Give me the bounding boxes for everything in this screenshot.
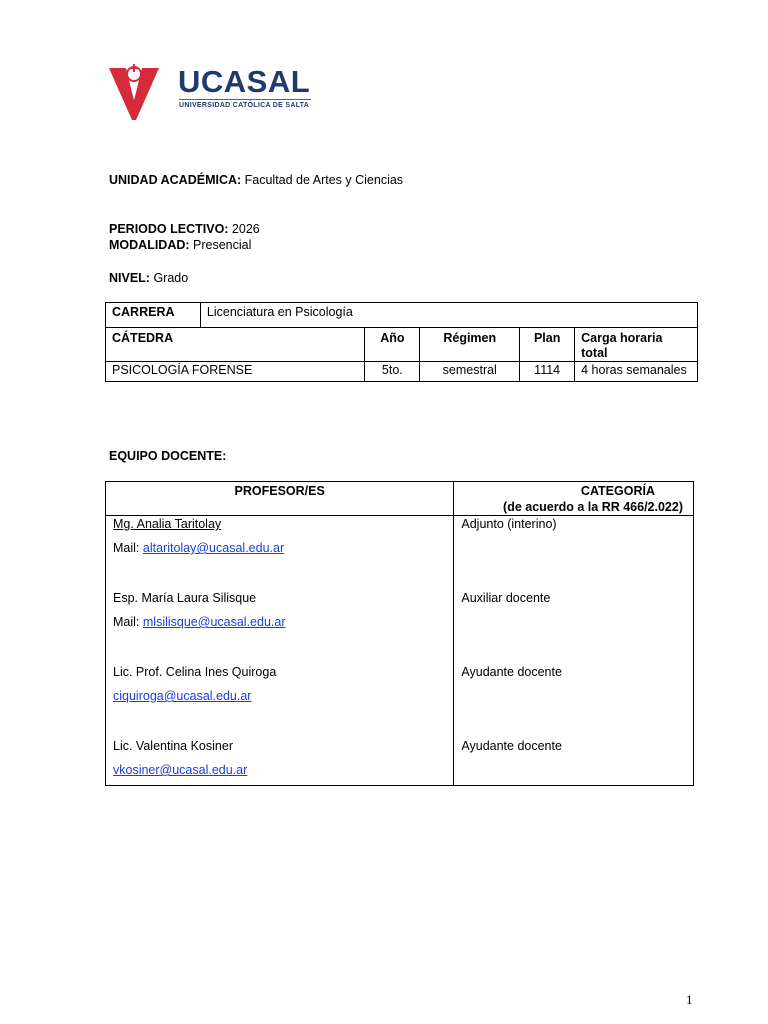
profesores-cell — [106, 516, 454, 786]
brand-name: UCASAL — [178, 64, 311, 99]
course-data-row — [106, 362, 698, 382]
team-header-row — [106, 482, 694, 516]
profesores-header: PROFESOR/ES — [106, 482, 454, 516]
nivel-label: NIVEL: — [109, 271, 150, 285]
member-email-link[interactable]: altaritolay@ucasal.edu.ar — [142, 541, 285, 555]
modalidad-label: MODALIDAD: — [109, 238, 190, 252]
course-table — [105, 302, 698, 382]
member-category: Ayudante docente — [461, 665, 562, 679]
member-name: Lic. Prof. Celina Ines Quiroga — [113, 665, 277, 679]
member-entry — [113, 738, 447, 778]
categoria-header-title: CATEGORÍA — [580, 484, 655, 498]
catedra-header: CÁTEDRA — [106, 328, 365, 362]
unidad-label: UNIDAD ACADÉMICA: — [109, 173, 242, 187]
member-entry — [113, 664, 447, 704]
member-entry — [113, 590, 447, 630]
carrera-value: Licenciatura en Psicología — [200, 303, 697, 328]
regimen-header: Régimen — [420, 328, 520, 362]
periodo-value: 2026 — [228, 222, 260, 236]
periodo-line — [109, 221, 260, 237]
member-category: Auxiliar docente — [461, 591, 551, 605]
mail-prefix: Mail: — [113, 615, 143, 629]
anio-header: Año — [365, 328, 420, 362]
mail-prefix: Mail: — [113, 541, 143, 555]
categoria-header-note: (de acuerdo a la RR 466/2.022) — [503, 500, 683, 514]
member-email-link[interactable]: ciquiroga@ucasal.edu.ar — [113, 689, 252, 703]
member-mail — [113, 540, 447, 556]
course-header-row — [106, 328, 698, 362]
team-body-row — [106, 516, 694, 786]
carga-header: Carga horaria total — [575, 328, 698, 362]
member-name: Mg. Analia Taritolay — [113, 517, 222, 531]
periodo-label: PERIODO LECTIVO: — [109, 222, 229, 236]
member-name: Lic. Valentina Kosiner — [113, 739, 233, 753]
plan-header: Plan — [520, 328, 575, 362]
plan-value: 1114 — [520, 362, 575, 382]
categoria-cell — [454, 516, 694, 786]
member-category: Ayudante docente — [461, 739, 562, 753]
carga-value: 4 horas semanales — [575, 362, 698, 382]
modalidad-line — [109, 237, 251, 253]
member-mail — [113, 614, 447, 630]
equipo-docente-title: EQUIPO DOCENTE: — [109, 449, 227, 463]
brand-subtitle: UNIVERSIDAD CATÓLICA DE SALTA — [179, 102, 310, 109]
team-table — [105, 481, 694, 786]
nivel-value: Grado — [149, 271, 189, 285]
member-mail — [113, 762, 447, 778]
brand-divider — [179, 99, 311, 100]
nivel-line — [109, 270, 188, 286]
modalidad-value: Presencial — [189, 238, 252, 252]
unidad-academica-line — [109, 172, 403, 188]
carrera-label: CARRERA — [106, 303, 201, 328]
ucasal-emblem-icon — [108, 62, 160, 122]
member-email-link[interactable]: vkosiner@ucasal.edu.ar — [113, 763, 248, 777]
ucasal-logo — [108, 62, 318, 122]
member-email-link[interactable]: mlsilisque@ucasal.edu.ar — [142, 615, 286, 629]
carrera-row — [106, 303, 698, 328]
catedra-value: PSICOLOGÍA FORENSE — [106, 362, 365, 382]
anio-value: 5to. — [365, 362, 420, 382]
unidad-value: Facultad de Artes y Ciencias — [241, 173, 404, 187]
page-number: 1 — [686, 992, 693, 1007]
regimen-value: semestral — [420, 362, 520, 382]
member-category: Adjunto (interino) — [461, 517, 557, 531]
member-mail — [113, 688, 447, 704]
member-name: Esp. María Laura Silisque — [113, 591, 257, 605]
member-entry — [113, 516, 447, 556]
categoria-header — [454, 482, 694, 516]
